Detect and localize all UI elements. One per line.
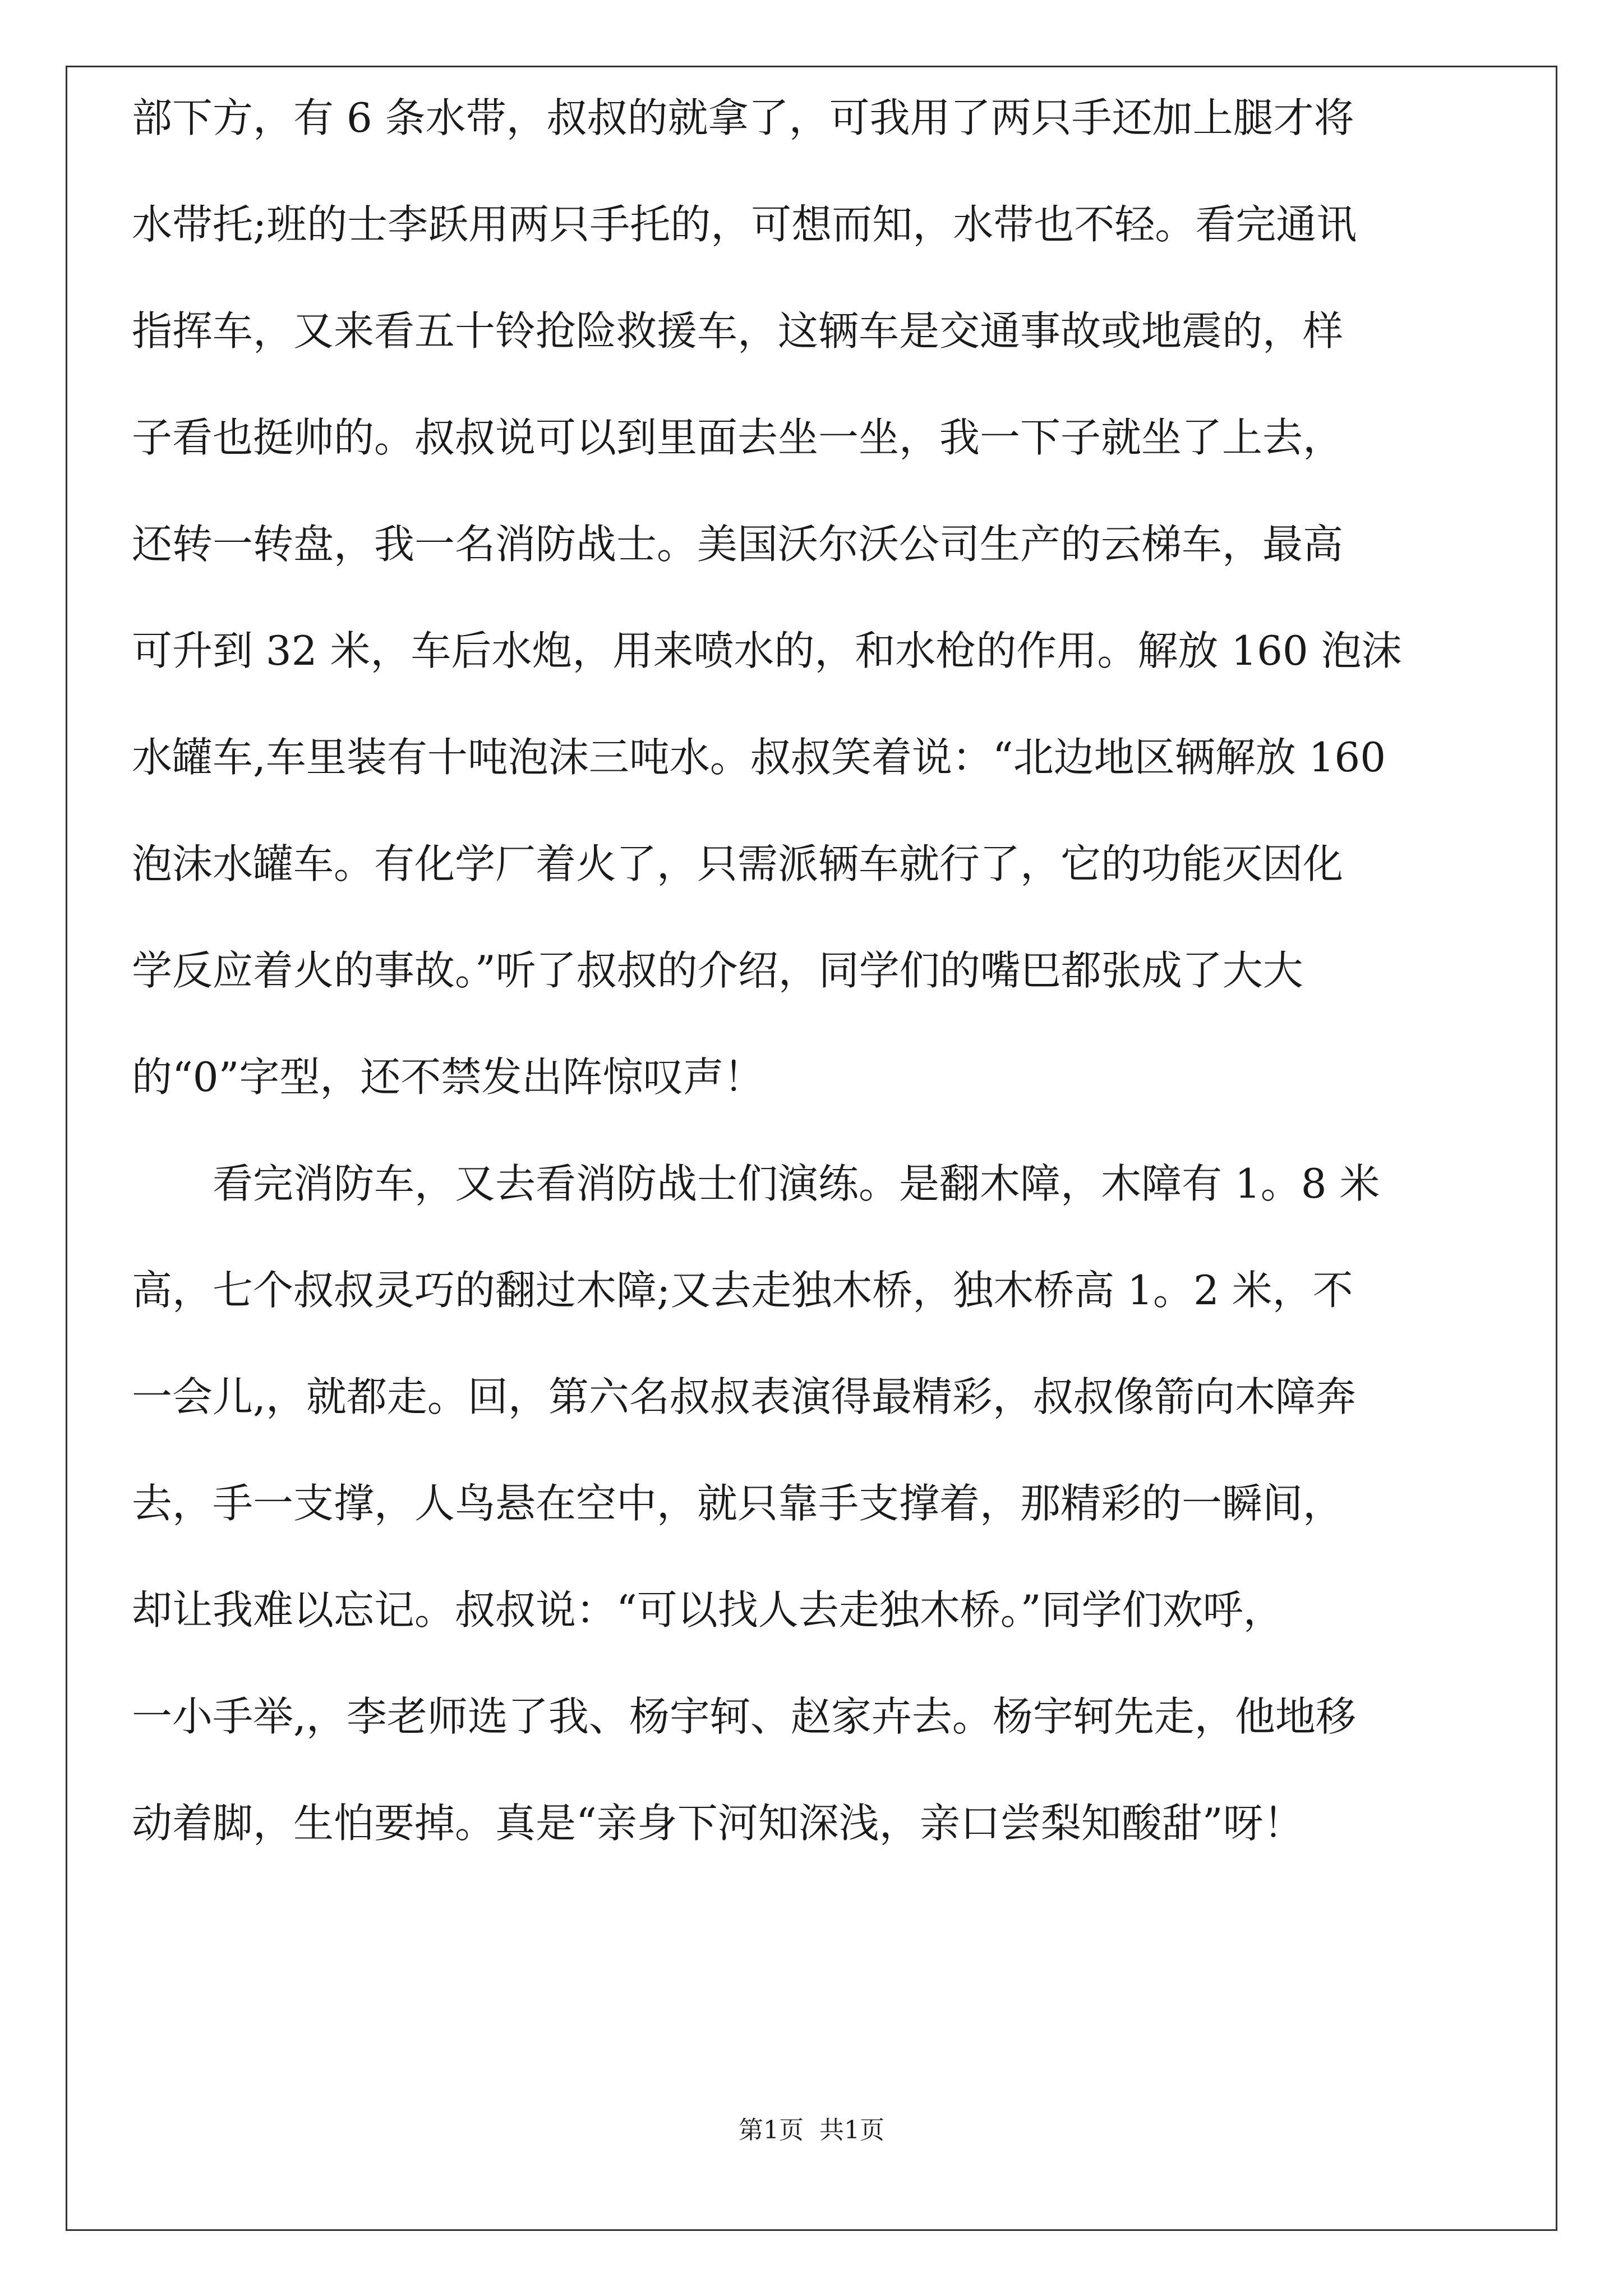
text-line: 水带托;班的士李跃用两只手托的，可想而知，水带也不轻。看完通讯 — [132, 201, 1357, 248]
text-line: 一会儿,，就都走。回，第六名叔叔表演得最精彩，叔叔像箭向木障奔 — [132, 1373, 1356, 1420]
text-line: 去，手一支撑，人鸟悬在空中，就只靠手支撑着，那精彩的一瞬间， — [132, 1480, 1344, 1527]
text-line: 可升到 32 米，车后水炮，用来喷水的，和水枪的作用。解放 160 泡沫 — [132, 627, 1402, 674]
text-line: 水罐车,车里装有十吨泡沫三吨水。叔叔笑着说：“北边地区辆解放 160 — [132, 734, 1386, 781]
text-line: 部下方，有 6 条水带，叔叔的就拿了，可我用了两只手还加上腿才将 — [132, 94, 1354, 141]
text-line: 动着脚，生怕要掉。真是“亲身下河知深浅，亲口尝梨知酸甜”呀！ — [132, 1800, 1304, 1847]
paragraph-first-line: 看完消防车，又去看消防战士们演练。是翻木障，木障有 1。8 米 — [213, 1160, 1380, 1207]
page-number-footer: 第1页 共1页 — [739, 2116, 884, 2145]
text-line: 泡沫水罐车。有化学厂着火了，只需派辆车就行了，它的功能灭因化 — [132, 840, 1344, 887]
text-line: 的“0”字型，还不禁发出阵惊叹声！ — [132, 1053, 764, 1101]
text-line: 还转一转盘，我一名消防战士。美国沃尔沃公司生产的云梯车，最高 — [132, 521, 1344, 568]
text-line: 指挥车，又来看五十铃抢险救援车，这辆车是交通事故或地震的，样 — [132, 307, 1344, 355]
text-line: 高，七个叔叔灵巧的翻过木障;又去走独木桥，独木桥高 1。2 米，不 — [132, 1267, 1353, 1314]
text-line: 一小手举,，李老师选了我、杨宇轲、赵家卉去。杨宇轲先走，他地移 — [132, 1693, 1356, 1740]
text-line: 学反应着火的事故。”听了叔叔的介绍，同学们的嘴巴都张成了大大 — [132, 947, 1303, 994]
text-line: 却让我难以忘记。叔叔说：“可以找人去走独木桥。”同学们欢呼， — [132, 1586, 1284, 1634]
text-line: 子看也挺帅的。叔叔说可以到里面去坐一坐，我一下子就坐了上去， — [132, 414, 1344, 461]
